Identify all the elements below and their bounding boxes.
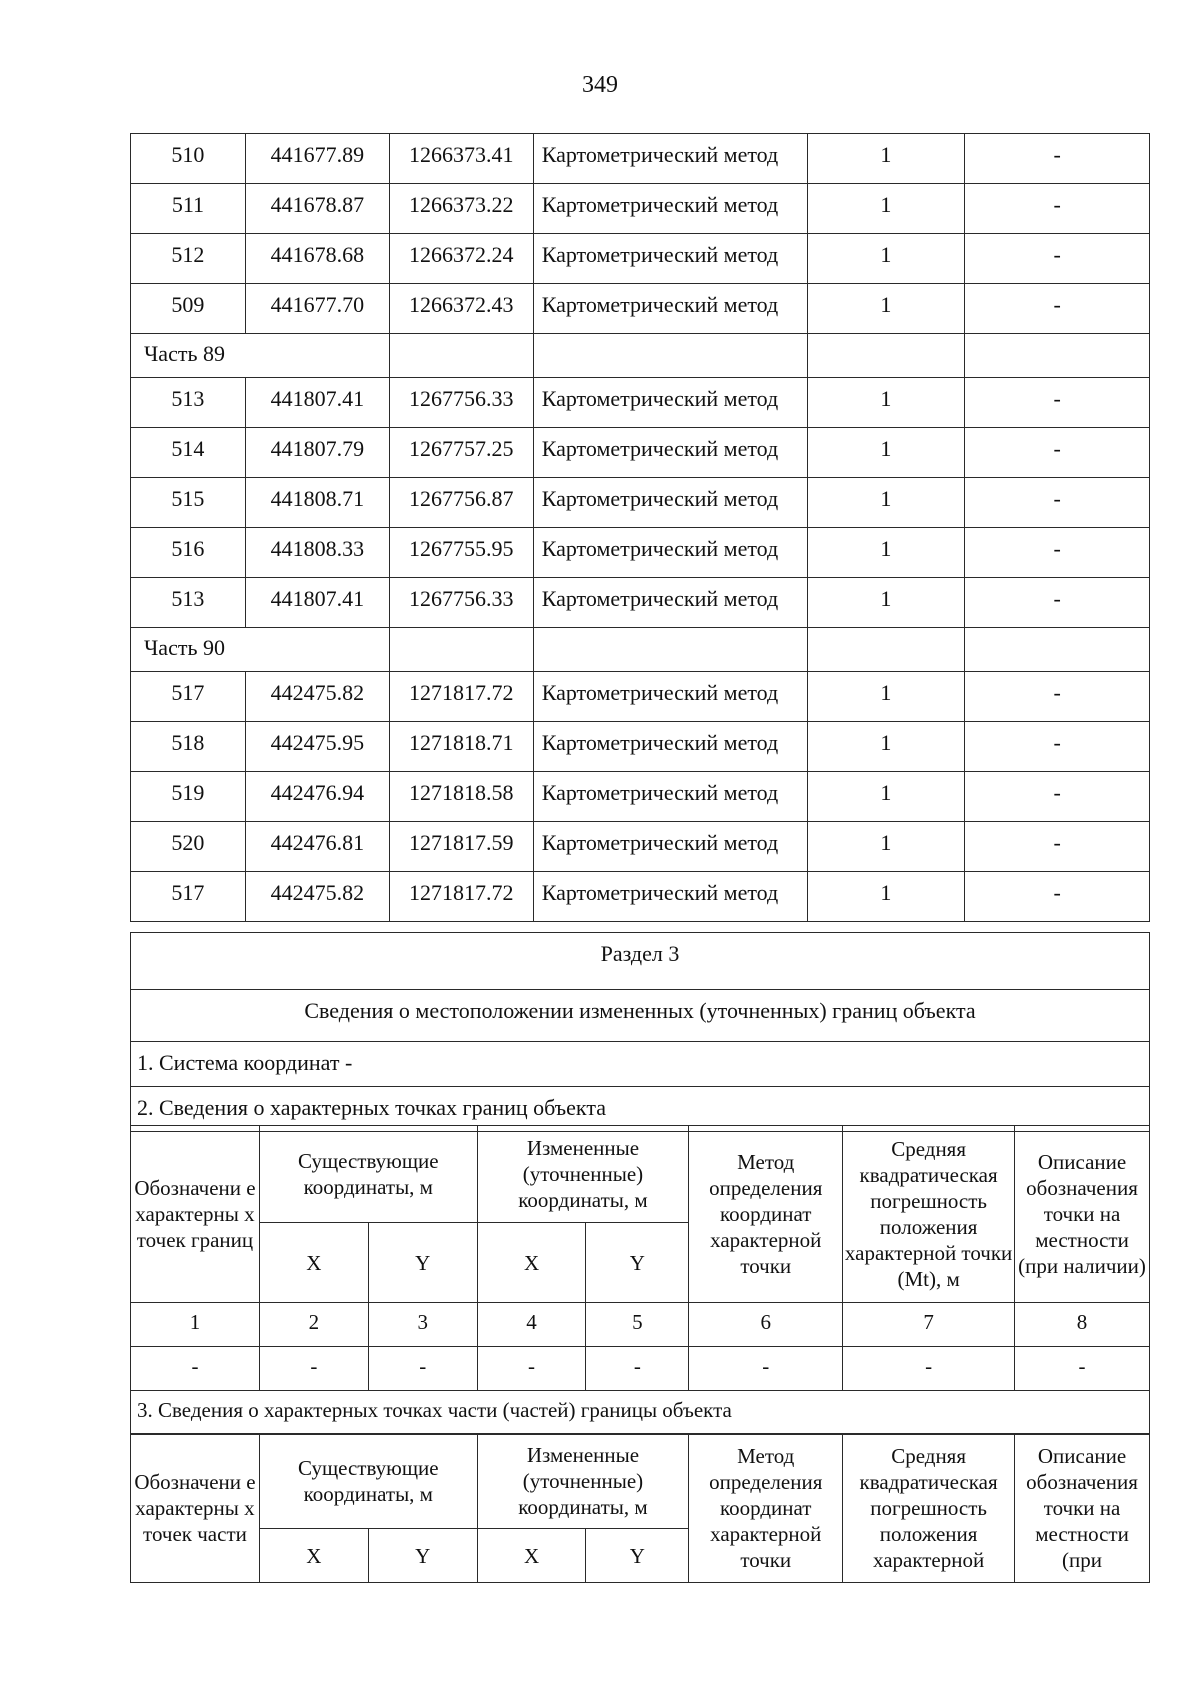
header-description: Описание обозначения точки на местности (при наличии) <box>1015 1126 1150 1303</box>
coord-x-cell: 441678.68 <box>245 234 389 284</box>
dash-cell: - <box>131 1347 260 1391</box>
point-id-cell: 516 <box>131 528 246 578</box>
coord-x-cell: 441678.87 <box>245 184 389 234</box>
header-existing-y: Y <box>368 1223 477 1303</box>
method-cell: Картометрический метод <box>533 184 807 234</box>
method-cell: Картометрический метод <box>533 234 807 284</box>
column-number-cell: 2 <box>259 1303 368 1347</box>
section-subtitle: Сведения о местоположении измененных (уточненных) границ объекта <box>131 990 1150 1042</box>
point-id-cell: 517 <box>131 672 246 722</box>
method-cell: Картометрический метод <box>533 772 807 822</box>
table-row <box>131 234 1150 284</box>
coord-x-cell: 441807.79 <box>245 428 389 478</box>
coordinates-table <box>130 133 1150 922</box>
parts-header-changed-coords: Измененные (уточненные) координаты, м <box>477 1434 689 1529</box>
table-row <box>131 378 1150 428</box>
method-cell: Картометрический метод <box>533 672 807 722</box>
coord-x-cell: 441807.41 <box>245 578 389 628</box>
column-number-cell: 6 <box>689 1303 843 1347</box>
parts-header-description: Описание обозначения точки на местности (при <box>1015 1434 1150 1583</box>
method-cell: Картометрический метод <box>533 578 807 628</box>
header-changed-x: X <box>477 1223 586 1303</box>
page-number: 349 <box>582 72 618 98</box>
coord-y-cell: 1267756.87 <box>389 478 533 528</box>
method-cell: Картометрический метод <box>533 528 807 578</box>
description-cell: - <box>965 528 1150 578</box>
coord-system-line: 1. Система координат - <box>131 1042 1150 1087</box>
dash-cell: - <box>586 1347 689 1391</box>
coord-x-cell: 442475.82 <box>245 672 389 722</box>
table-row <box>131 672 1150 722</box>
method-cell: Картометрический метод <box>533 378 807 428</box>
point-id-cell: 509 <box>131 284 246 334</box>
method-cell: Картометрический метод <box>533 872 807 922</box>
parts-header-existing-x: X <box>259 1529 368 1583</box>
table-row <box>131 428 1150 478</box>
header-existing-coords: Существующие координаты, м <box>259 1126 477 1223</box>
header-changed-coords: Измененные (уточненные) координаты, м <box>477 1126 689 1223</box>
dash-cell: - <box>1015 1347 1150 1391</box>
part-label: Часть 90 <box>131 628 390 672</box>
description-cell: - <box>965 822 1150 872</box>
point-id-cell: 512 <box>131 234 246 284</box>
coord-x-cell: 442476.94 <box>245 772 389 822</box>
point-id-cell: 519 <box>131 772 246 822</box>
empty-cell <box>965 334 1150 378</box>
accuracy-cell: 1 <box>807 184 965 234</box>
empty-cell <box>807 334 965 378</box>
description-cell: - <box>965 578 1150 628</box>
part-label: Часть 89 <box>131 334 390 378</box>
header-existing-x: X <box>259 1223 368 1303</box>
accuracy-cell: 1 <box>807 284 965 334</box>
table-row <box>131 822 1150 872</box>
coord-y-cell: 1271817.59 <box>389 822 533 872</box>
coord-x-cell: 441808.33 <box>245 528 389 578</box>
empty-cell <box>389 628 533 672</box>
table-row <box>131 578 1150 628</box>
point-id-cell: 510 <box>131 134 246 184</box>
description-cell: - <box>965 234 1150 284</box>
accuracy-cell: 1 <box>807 822 965 872</box>
accuracy-cell: 1 <box>807 672 965 722</box>
dash-cell: - <box>477 1347 586 1391</box>
table-row <box>131 184 1150 234</box>
point-id-cell: 518 <box>131 722 246 772</box>
point-id-cell: 511 <box>131 184 246 234</box>
coord-y-cell: 1266372.24 <box>389 234 533 284</box>
coord-y-cell: 1266373.41 <box>389 134 533 184</box>
column-number-cell: 3 <box>368 1303 477 1347</box>
table-row <box>131 872 1150 922</box>
coord-x-cell: 441677.89 <box>245 134 389 184</box>
table-row <box>131 134 1150 184</box>
coord-x-cell: 442475.82 <box>245 872 389 922</box>
method-cell: Картометрический метод <box>533 822 807 872</box>
accuracy-cell: 1 <box>807 378 965 428</box>
accuracy-cell: 1 <box>807 528 965 578</box>
header-changed-y: Y <box>586 1223 689 1303</box>
coord-y-cell: 1267756.33 <box>389 378 533 428</box>
description-cell: - <box>965 772 1150 822</box>
section-title: Раздел 3 <box>131 933 1150 990</box>
coord-x-cell: 441808.71 <box>245 478 389 528</box>
method-cell: Картометрический метод <box>533 722 807 772</box>
accuracy-cell: 1 <box>807 872 965 922</box>
coord-y-cell: 1271818.71 <box>389 722 533 772</box>
column-number-cell: 1 <box>131 1303 260 1347</box>
coord-y-cell: 1271817.72 <box>389 672 533 722</box>
accuracy-cell: 1 <box>807 134 965 184</box>
parts-header-changed-y: Y <box>586 1529 689 1583</box>
accuracy-cell: 1 <box>807 234 965 284</box>
description-cell: - <box>965 428 1150 478</box>
part-row <box>131 334 1150 378</box>
empty-cell <box>807 628 965 672</box>
parts-header-method: Метод определения координат характерной точки <box>689 1434 843 1583</box>
point-id-cell: 513 <box>131 378 246 428</box>
parts-heading: 3. Сведения о характерных точках части (частей) границы объекта <box>131 1391 1150 1435</box>
coord-x-cell: 441677.70 <box>245 284 389 334</box>
method-cell: Картометрический метод <box>533 478 807 528</box>
parts-header-changed-x: X <box>477 1529 586 1583</box>
boundary-points-table <box>130 1125 1150 1435</box>
coord-y-cell: 1267756.33 <box>389 578 533 628</box>
dash-cell: - <box>259 1347 368 1391</box>
description-cell: - <box>965 378 1150 428</box>
table-row <box>131 528 1150 578</box>
column-numbers-row <box>131 1303 1150 1347</box>
part-row <box>131 628 1150 672</box>
accuracy-cell: 1 <box>807 428 965 478</box>
point-id-cell: 520 <box>131 822 246 872</box>
parts-header-point-designation: Обозначени е характерны х точек части <box>131 1434 260 1583</box>
table-row <box>131 284 1150 334</box>
parts-header-accuracy: Средняя квадратическая погрешность положения характерной <box>843 1434 1015 1583</box>
method-cell: Картометрический метод <box>533 134 807 184</box>
table-row <box>131 722 1150 772</box>
description-cell: - <box>965 284 1150 334</box>
description-cell: - <box>965 184 1150 234</box>
parts-header-existing-y: Y <box>368 1529 477 1583</box>
table-row <box>131 478 1150 528</box>
coord-y-cell: 1266372.43 <box>389 284 533 334</box>
empty-cell <box>533 334 807 378</box>
coord-y-cell: 1267755.95 <box>389 528 533 578</box>
dash-cell: - <box>368 1347 477 1391</box>
coord-x-cell: 442476.81 <box>245 822 389 872</box>
column-number-cell: 7 <box>843 1303 1015 1347</box>
method-cell: Картометрический метод <box>533 428 807 478</box>
point-id-cell: 515 <box>131 478 246 528</box>
description-cell: - <box>965 672 1150 722</box>
header-accuracy: Средняя квадратическая погрешность положения характерной точки (Mt), м <box>843 1126 1015 1303</box>
coord-y-cell: 1271817.72 <box>389 872 533 922</box>
coord-y-cell: 1267757.25 <box>389 428 533 478</box>
parts-header-existing-coords: Существующие координаты, м <box>259 1434 477 1529</box>
description-cell: - <box>965 872 1150 922</box>
point-id-cell: 513 <box>131 578 246 628</box>
points-heading: 2. Сведения о характерных точках границ объекта <box>131 1087 1150 1132</box>
empty-cell <box>533 628 807 672</box>
accuracy-cell: 1 <box>807 578 965 628</box>
column-number-cell: 5 <box>586 1303 689 1347</box>
section-3-block <box>130 932 1150 1132</box>
table-row <box>131 772 1150 822</box>
coord-y-cell: 1271818.58 <box>389 772 533 822</box>
header-point-designation: Обозначени е характерны х точек границ <box>131 1126 260 1303</box>
accuracy-cell: 1 <box>807 478 965 528</box>
accuracy-cell: 1 <box>807 722 965 772</box>
description-cell: - <box>965 478 1150 528</box>
empty-data-row <box>131 1347 1150 1391</box>
empty-cell <box>965 628 1150 672</box>
header-method: Метод определения координат характерной точки <box>689 1126 843 1303</box>
coord-x-cell: 442475.95 <box>245 722 389 772</box>
dash-cell: - <box>843 1347 1015 1391</box>
accuracy-cell: 1 <box>807 772 965 822</box>
point-id-cell: 514 <box>131 428 246 478</box>
point-id-cell: 517 <box>131 872 246 922</box>
description-cell: - <box>965 722 1150 772</box>
coord-y-cell: 1266373.22 <box>389 184 533 234</box>
column-number-cell: 8 <box>1015 1303 1150 1347</box>
dash-cell: - <box>689 1347 843 1391</box>
coord-x-cell: 441807.41 <box>245 378 389 428</box>
column-number-cell: 4 <box>477 1303 586 1347</box>
description-cell: - <box>965 134 1150 184</box>
method-cell: Картометрический метод <box>533 284 807 334</box>
empty-cell <box>389 334 533 378</box>
part-points-table <box>130 1433 1150 1583</box>
